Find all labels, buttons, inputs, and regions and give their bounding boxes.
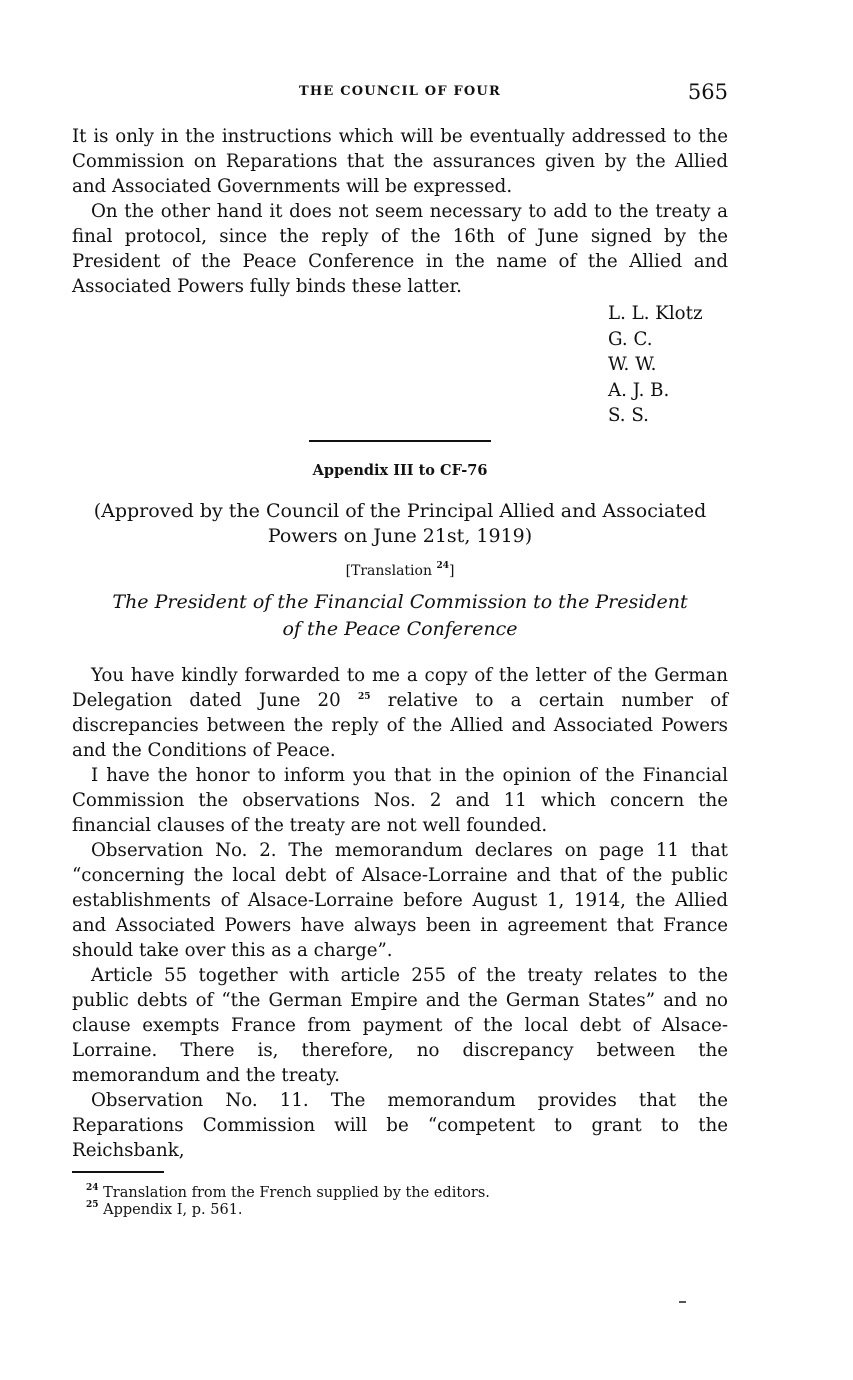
appendix-title: Appendix III to CF-76 <box>312 461 488 479</box>
footnote-ref-24: 24 <box>436 560 449 571</box>
letter-heading-line-1: The President of the Financial Commission to the President <box>112 590 688 613</box>
running-header <box>72 80 728 110</box>
letter-heading <box>72 589 728 643</box>
paragraph-observation-2: Observation No. 2. The memorandum declares on page 11 that “concerning the local debt of Alsace-Lorraine and that of the public establishments of Alsace-Lorraine before August 1, 1914, the Allied and Associated Powers have always been in agreement that France should take over this as a charge”. <box>72 839 728 961</box>
approval-note <box>72 499 728 549</box>
translation-label: [Translation <box>345 562 432 579</box>
paragraph-instructions: It is only in the instructions which will be eventually addressed to the Commission on Reparations that the assurances given by the Allied and Associated Governments will be expressed. <box>72 126 728 197</box>
footnote-text: Appendix I, p. 561. <box>103 1201 243 1218</box>
approval-line-2: Powers on June 21st, 1919) <box>267 524 533 547</box>
footnote-25 <box>86 1199 728 1219</box>
footnote-divider <box>72 1171 164 1173</box>
paragraph-text: You have kindly forwarded to me a copy of the letter of the German Delegation dated June 20 <box>72 664 728 711</box>
footnote-marker: 25 <box>86 1199 99 1210</box>
letter-heading-line-2: of the Peace Conference <box>282 617 518 640</box>
scan-mark <box>679 1301 686 1303</box>
paragraph-article-55: Article 55 together with article 255 of the treaty relates to the public debts of “the German Empire and the German States” and no clause exempts France from payment of the local debt of Alsace-Lorraine. There is, therefore, no discrepancy between the memorandum and the treaty. <box>72 964 728 1086</box>
translation-note <box>72 560 728 579</box>
signature-ajb: A. J. B. <box>608 379 670 401</box>
signature-ww: W. W. <box>608 354 657 375</box>
section-divider <box>309 440 491 442</box>
signature-block <box>608 301 728 429</box>
paragraph-protocol: On the other hand it does not seem necessary to add to the treaty a final protocol, since the reply of the 16th of June signed by the President of the Peace Conference in the name of the Allied and Associated Powers fully binds these latter. <box>72 201 728 297</box>
running-title: THE COUNCIL OF FOUR <box>299 84 501 99</box>
signature-klotz: L. L. Klotz <box>608 303 703 324</box>
signature-gc: G. C. <box>608 328 653 350</box>
footnote-24 <box>86 1182 728 1202</box>
document-page <box>72 80 728 1219</box>
paragraph-text-continued: relative to a certain number of discrepancies between the reply of the Allied and Associated Powers and the Conditions of Peace. <box>72 689 728 761</box>
footnote-text: Translation from the French supplied by the editors. <box>103 1184 490 1201</box>
translation-close: ] <box>448 562 455 579</box>
footnote-ref-25: 25 <box>357 691 371 702</box>
footnotes <box>86 1182 728 1219</box>
signature-ss: S. S. <box>608 405 649 426</box>
page-number: 565 <box>687 80 728 104</box>
paragraph-opinion: I have the honor to inform you that in the opinion of the Financial Commission the observations Nos. 2 and 11 which concern the financial clauses of the treaty are not well founded. <box>72 764 728 836</box>
paragraph-forwarded-letter <box>72 663 728 763</box>
paragraph-observation-11: Observation No. 11. The memorandum provides that the Reparations Commission will be “competent to grant to the Reichsbank, <box>72 1089 728 1161</box>
approval-line-1: (Approved by the Council of the Principal Allied and Associated <box>93 499 707 522</box>
footnote-marker: 24 <box>86 1182 99 1193</box>
